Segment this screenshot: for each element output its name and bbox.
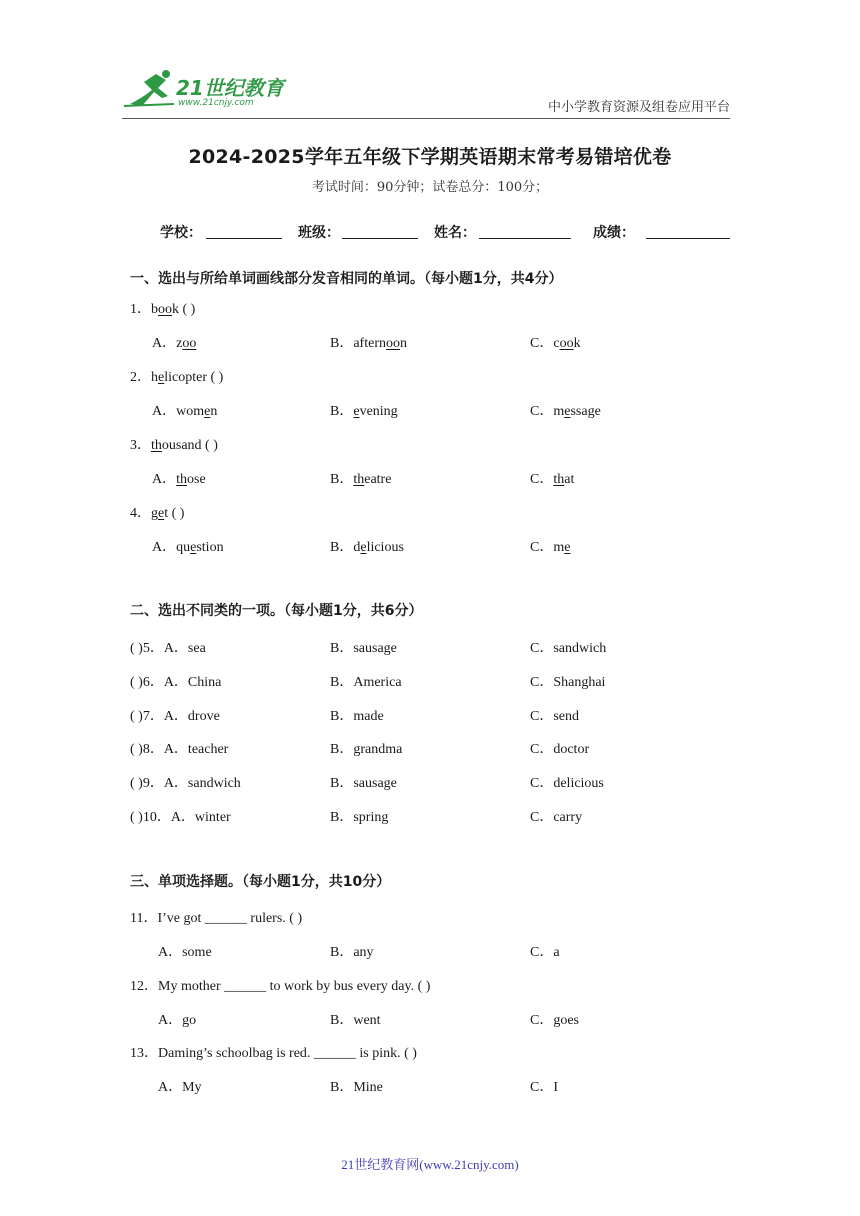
question-7-option-b[interactable]: B．made <box>330 709 384 724</box>
question-8-option-b[interactable]: B．grandma <box>330 742 403 757</box>
platform-text: 中小学教育资源及组卷应用平台 <box>547 100 730 115</box>
question-12-option-c[interactable]: C．goes <box>530 1013 579 1028</box>
score-field[interactable] <box>646 238 730 239</box>
question-11-stem: 11．I’ve got ______ rulers. ( ) <box>130 911 303 926</box>
question-3-stem: 3．thousand ( ) <box>130 438 218 453</box>
question-2-option-b[interactable]: B．evening <box>330 404 398 419</box>
question-4-option-b[interactable]: B．delicious <box>330 540 404 555</box>
question-11-option-b[interactable]: B．any <box>330 945 374 960</box>
question-8-option-a[interactable]: ( )8．A．teacher <box>130 742 229 757</box>
question-10-option-a[interactable]: ( )10．A．winter <box>130 810 231 825</box>
question-11-option-a[interactable]: A．some <box>158 945 212 960</box>
header-divider <box>122 118 730 119</box>
question-1-option-b[interactable]: B．afternoon <box>330 336 407 351</box>
question-2-option-c[interactable]: C．message <box>530 404 601 419</box>
question-13-option-a[interactable]: A．My <box>158 1080 202 1095</box>
question-4-option-a[interactable]: A．question <box>152 540 224 555</box>
logo-url: www.21cnjy.com <box>178 98 254 108</box>
question-6-option-a[interactable]: ( )6．A．China <box>130 675 222 690</box>
question-3-option-b[interactable]: B．theatre <box>330 472 392 487</box>
class-label: 班级： <box>298 225 340 241</box>
question-1-stem: 1．book ( ) <box>130 302 196 317</box>
school-label: 学校： <box>160 225 202 241</box>
question-12-option-a[interactable]: A．go <box>158 1013 197 1028</box>
question-3-option-a[interactable]: A．those <box>152 472 206 487</box>
question-8-option-c[interactable]: C．doctor <box>530 742 590 757</box>
question-2-option-a[interactable]: A．women <box>152 404 218 419</box>
question-12-option-b[interactable]: B．went <box>330 1013 381 1028</box>
section-3-heading: 三、单项选择题。（每小题1分，共10分） <box>130 874 391 890</box>
question-6-option-c[interactable]: C．Shanghai <box>530 675 606 690</box>
question-13-option-c[interactable]: C．I <box>530 1080 558 1095</box>
question-2-stem: 2．helicopter ( ) <box>130 370 224 385</box>
page-title: 2024-2025学年五年级下学期英语期末常考易错培优卷 <box>188 146 672 168</box>
question-7-option-a[interactable]: ( )7．A．drove <box>130 709 220 724</box>
class-field[interactable] <box>342 238 418 239</box>
question-1-option-a[interactable]: A．zoo <box>152 336 197 351</box>
score-label: 成绩： <box>593 225 635 241</box>
section-2-heading: 二、选出不同类的一项。（每小题1分，共6分） <box>130 603 423 619</box>
question-11-option-c[interactable]: C．a <box>530 945 560 960</box>
question-9-option-c[interactable]: C．delicious <box>530 776 604 791</box>
question-7-option-c[interactable]: C．send <box>530 709 579 724</box>
section-1-heading: 一、选出与所给单词画线部分发音相同的单词。（每小题1分，共4分） <box>130 271 563 287</box>
name-label: 姓名： <box>434 225 476 241</box>
question-13-option-b[interactable]: B．Mine <box>330 1080 383 1095</box>
question-10-option-c[interactable]: C．carry <box>530 810 583 825</box>
question-4-option-c[interactable]: C．me <box>530 540 571 555</box>
question-3-option-c[interactable]: C．that <box>530 472 575 487</box>
school-field[interactable] <box>206 238 282 239</box>
logo <box>122 68 292 114</box>
question-4-stem: 4．get ( ) <box>130 506 185 521</box>
question-5-option-a[interactable]: ( )5．A．sea <box>130 641 206 656</box>
question-13-stem: 13．Daming’s schoolbag is red. ______ is pink. ( ) <box>130 1046 417 1061</box>
question-6-option-b[interactable]: B．America <box>330 675 402 690</box>
name-field[interactable] <box>479 238 571 239</box>
exam-info: 考试时间：90分钟；试卷总分：100分； <box>311 180 549 195</box>
question-10-option-b[interactable]: B．spring <box>330 810 389 825</box>
question-12-stem: 12．My mother ______ to work by bus every day. ( ) <box>130 979 431 994</box>
question-9-option-a[interactable]: ( )9．A．sandwich <box>130 776 241 791</box>
logo-text: 21世纪教育 <box>176 76 284 100</box>
question-5-option-b[interactable]: B．sausage <box>330 641 397 656</box>
footer-link[interactable]: 21世纪教育网(www.21cnjy.com) <box>341 1157 519 1172</box>
question-1-option-c[interactable]: C．cook <box>530 336 581 351</box>
question-5-option-c[interactable]: C．sandwich <box>530 641 607 656</box>
question-9-option-b[interactable]: B．sausage <box>330 776 397 791</box>
